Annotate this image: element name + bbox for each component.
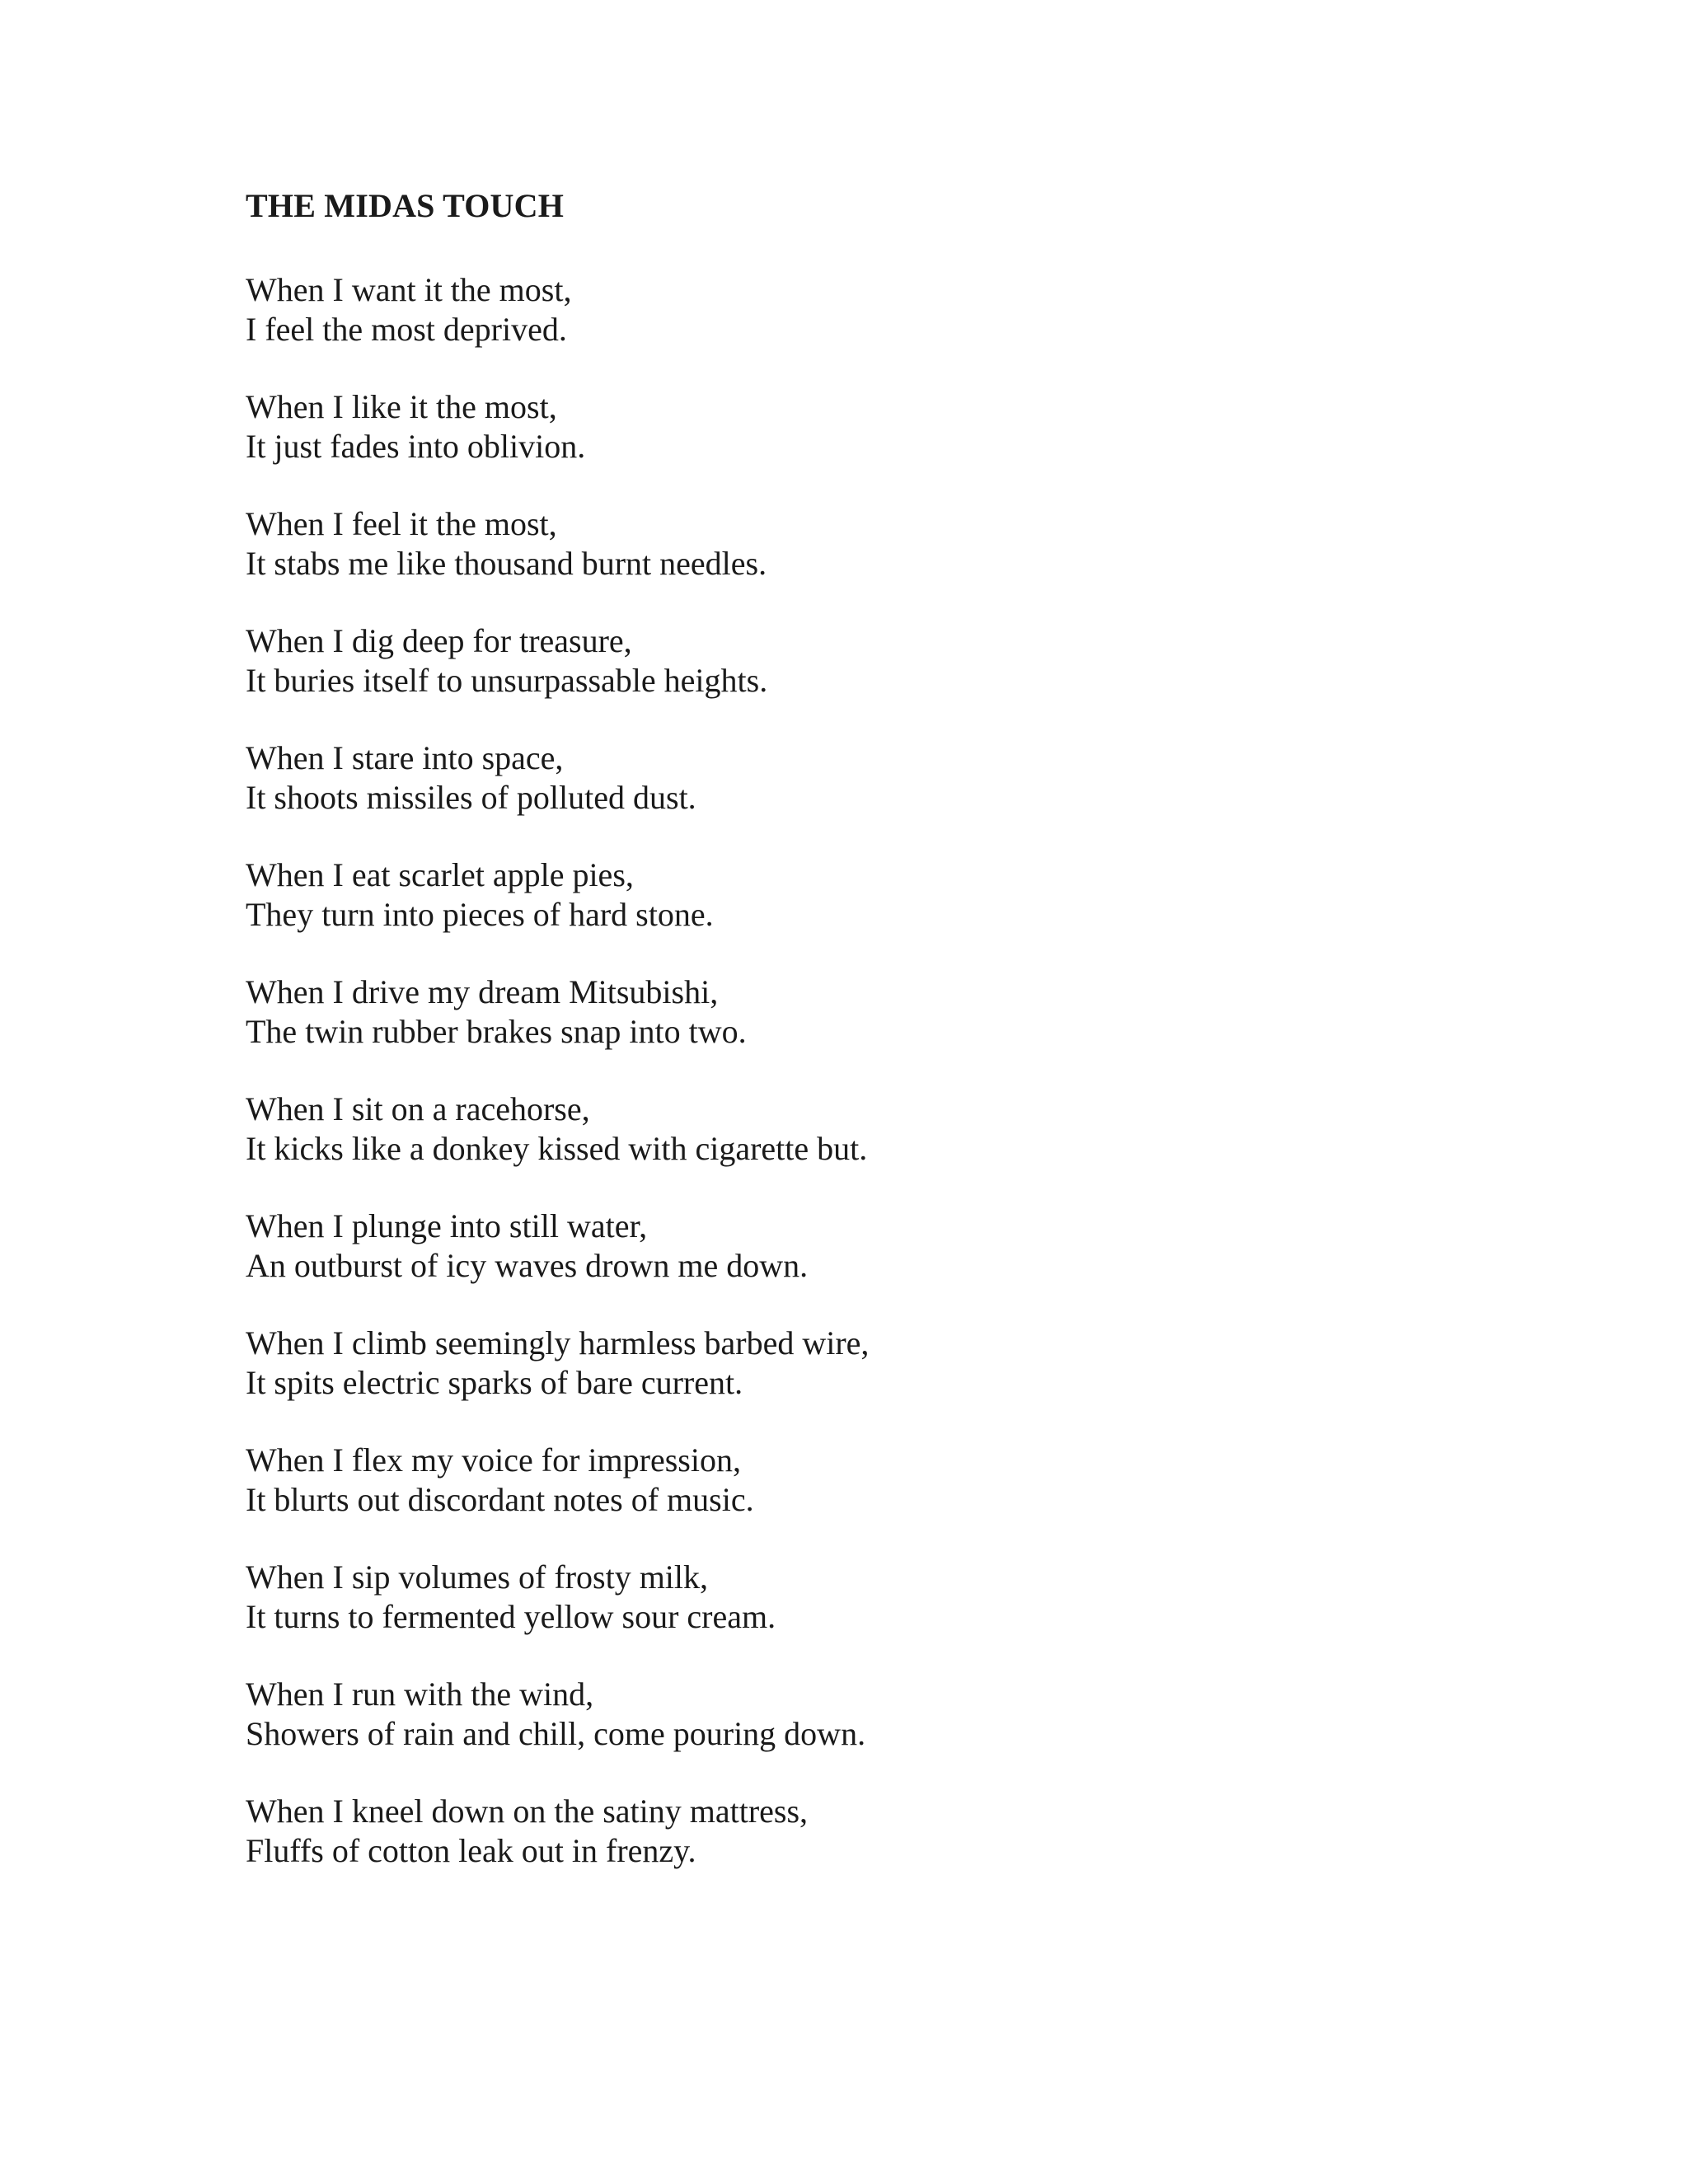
poem-line: When I dig deep for treasure, <box>246 622 632 659</box>
poem-line: When I like it the most, <box>246 388 557 425</box>
poem-line: They turn into pieces of hard stone. <box>246 896 714 933</box>
poem-line: It turns to fermented yellow sour cream. <box>246 1598 776 1635</box>
poem-line: It spits electric sparks of bare current. <box>246 1364 743 1401</box>
stanza-1 <box>246 270 1482 349</box>
poem-line: It buries itself to unsurpassable heights. <box>246 662 768 699</box>
stanza-9 <box>246 1207 1482 1286</box>
poem-line: When I stare into space, <box>246 739 564 776</box>
stanza-3 <box>246 504 1482 583</box>
poem-line: When I sip volumes of frosty milk, <box>246 1558 709 1596</box>
poem-line: When I plunge into still water, <box>246 1207 648 1244</box>
poem-line: It just fades into oblivion. <box>246 428 586 465</box>
poem-line: The twin rubber brakes snap into two. <box>246 1013 747 1050</box>
stanza-2 <box>246 387 1482 466</box>
poem-line: When I eat scarlet apple pies, <box>246 856 634 893</box>
poem-line: It stabs me like thousand burnt needles. <box>246 545 767 582</box>
stanza-13 <box>246 1675 1482 1754</box>
stanza-14 <box>246 1792 1482 1871</box>
stanza-6 <box>246 855 1482 935</box>
poem-line: Showers of rain and chill, come pouring down. <box>246 1715 866 1752</box>
poem-line: When I run with the wind, <box>246 1675 594 1713</box>
poem-line: When I want it the most, <box>246 271 572 308</box>
poem-title: THE MIDAS TOUCH <box>246 187 565 224</box>
stanza-10 <box>246 1324 1482 1403</box>
poem-line: It shoots missiles of polluted dust. <box>246 779 696 816</box>
poem-line: Fluffs of cotton leak out in frenzy. <box>246 1832 696 1869</box>
stanza-12 <box>246 1558 1482 1637</box>
poem-line: It kicks like a donkey kissed with cigarette but. <box>246 1130 868 1167</box>
poem-body <box>246 270 1482 1871</box>
poem-line: When I feel it the most, <box>246 505 557 542</box>
stanza-4 <box>246 621 1482 701</box>
document-page <box>246 187 1482 1909</box>
poem-line: When I flex my voice for impression, <box>246 1441 741 1479</box>
poem-line: When I drive my dream Mitsubishi, <box>246 973 719 1010</box>
poem-line: When I kneel down on the satiny mattress, <box>246 1793 809 1830</box>
stanza-5 <box>246 738 1482 818</box>
stanza-7 <box>246 972 1482 1052</box>
stanza-11 <box>246 1441 1482 1520</box>
poem-line: When I sit on a racehorse, <box>246 1090 590 1127</box>
poem-line: An outburst of icy waves drown me down. <box>246 1247 809 1284</box>
poem-line: I feel the most deprived. <box>246 311 567 348</box>
poem-line: When I climb seemingly harmless barbed wire, <box>246 1324 870 1361</box>
stanza-8 <box>246 1090 1482 1169</box>
poem-line: It blurts out discordant notes of music. <box>246 1481 754 1518</box>
